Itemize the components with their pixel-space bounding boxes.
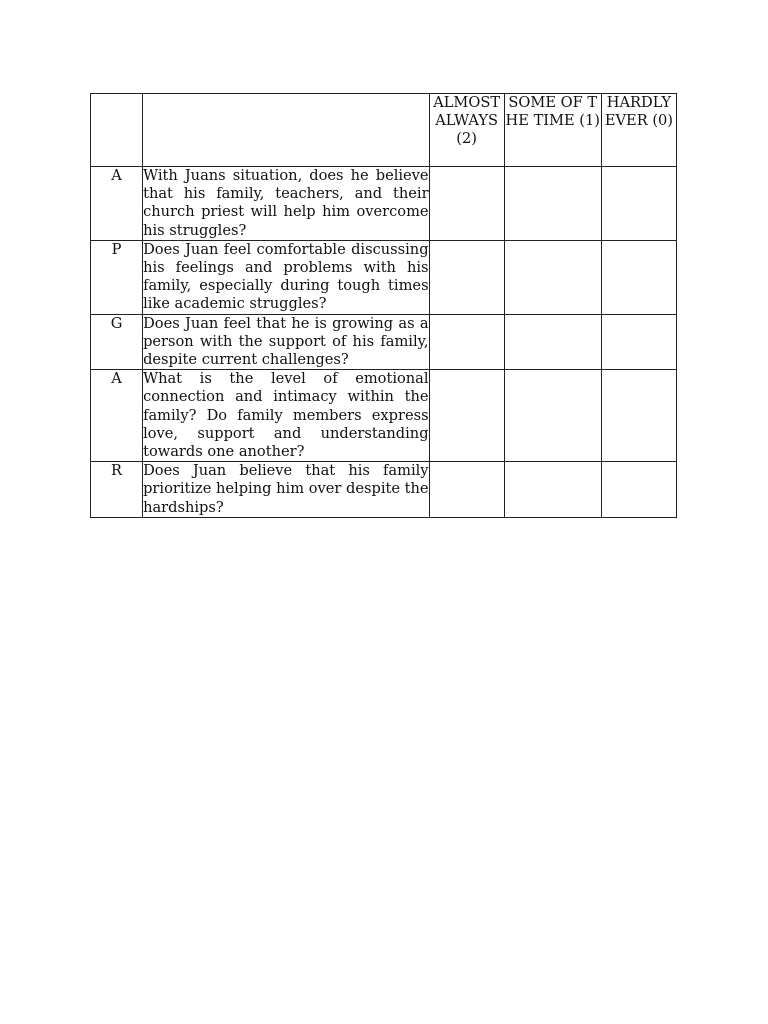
table-row (91, 314, 677, 370)
answer-some-of-the-time-cell[interactable] (504, 240, 601, 314)
row-letter: A (91, 167, 143, 241)
row-question: What is the level of emotional connection and intimacy within the family? Do family members express love, support and understanding towards one another? (143, 370, 429, 461)
header-letter-cell (91, 94, 143, 167)
row-question: Does Juan believe that his family prioritize helping him over despite the hardships? (143, 462, 429, 516)
answer-some-of-the-time-cell[interactable] (504, 462, 601, 518)
row-letter: G (91, 314, 143, 370)
table-row (91, 167, 677, 241)
table-row (91, 240, 677, 314)
header-some-of-the-time: SOME OF THE TIME (1) (504, 94, 601, 167)
row-question: Does Juan feel that he is growing as a person with the support of his family, despite current challenges? (143, 314, 429, 369)
row-letter: A (91, 370, 143, 462)
answer-some-of-the-time-cell[interactable] (504, 370, 601, 462)
header-almost-always: ALMOST ALWAYS (2) (429, 94, 504, 167)
row-question: Does Juan feel comfortable discussing his feelings and problems with his family, especially during tough times like academic struggles? (143, 240, 429, 313)
table-row (91, 370, 677, 462)
table-header-row (91, 94, 677, 167)
header-hardly-ever: HARDLY EVER (0) (601, 94, 676, 167)
answer-almost-always-cell[interactable] (429, 240, 504, 314)
row-letter: P (91, 240, 143, 314)
header-question-cell (143, 94, 429, 167)
answer-almost-always-cell[interactable] (429, 370, 504, 462)
answer-almost-always-cell[interactable] (429, 314, 504, 370)
table-row (91, 462, 677, 518)
answer-some-of-the-time-cell[interactable] (504, 167, 601, 241)
answer-hardly-ever-cell[interactable] (601, 240, 676, 314)
answer-hardly-ever-cell[interactable] (601, 462, 676, 518)
apgar-questionnaire-table (90, 93, 677, 518)
row-question: With Juans situation, does he believe that his family, teachers, and their church priest will help him overcome his struggles? (143, 167, 429, 239)
answer-hardly-ever-cell[interactable] (601, 314, 676, 370)
answer-some-of-the-time-cell[interactable] (504, 314, 601, 370)
answer-almost-always-cell[interactable] (429, 462, 504, 518)
answer-hardly-ever-cell[interactable] (601, 167, 676, 241)
answer-almost-always-cell[interactable] (429, 167, 504, 241)
answer-hardly-ever-cell[interactable] (601, 370, 676, 462)
row-letter: R (91, 462, 143, 518)
